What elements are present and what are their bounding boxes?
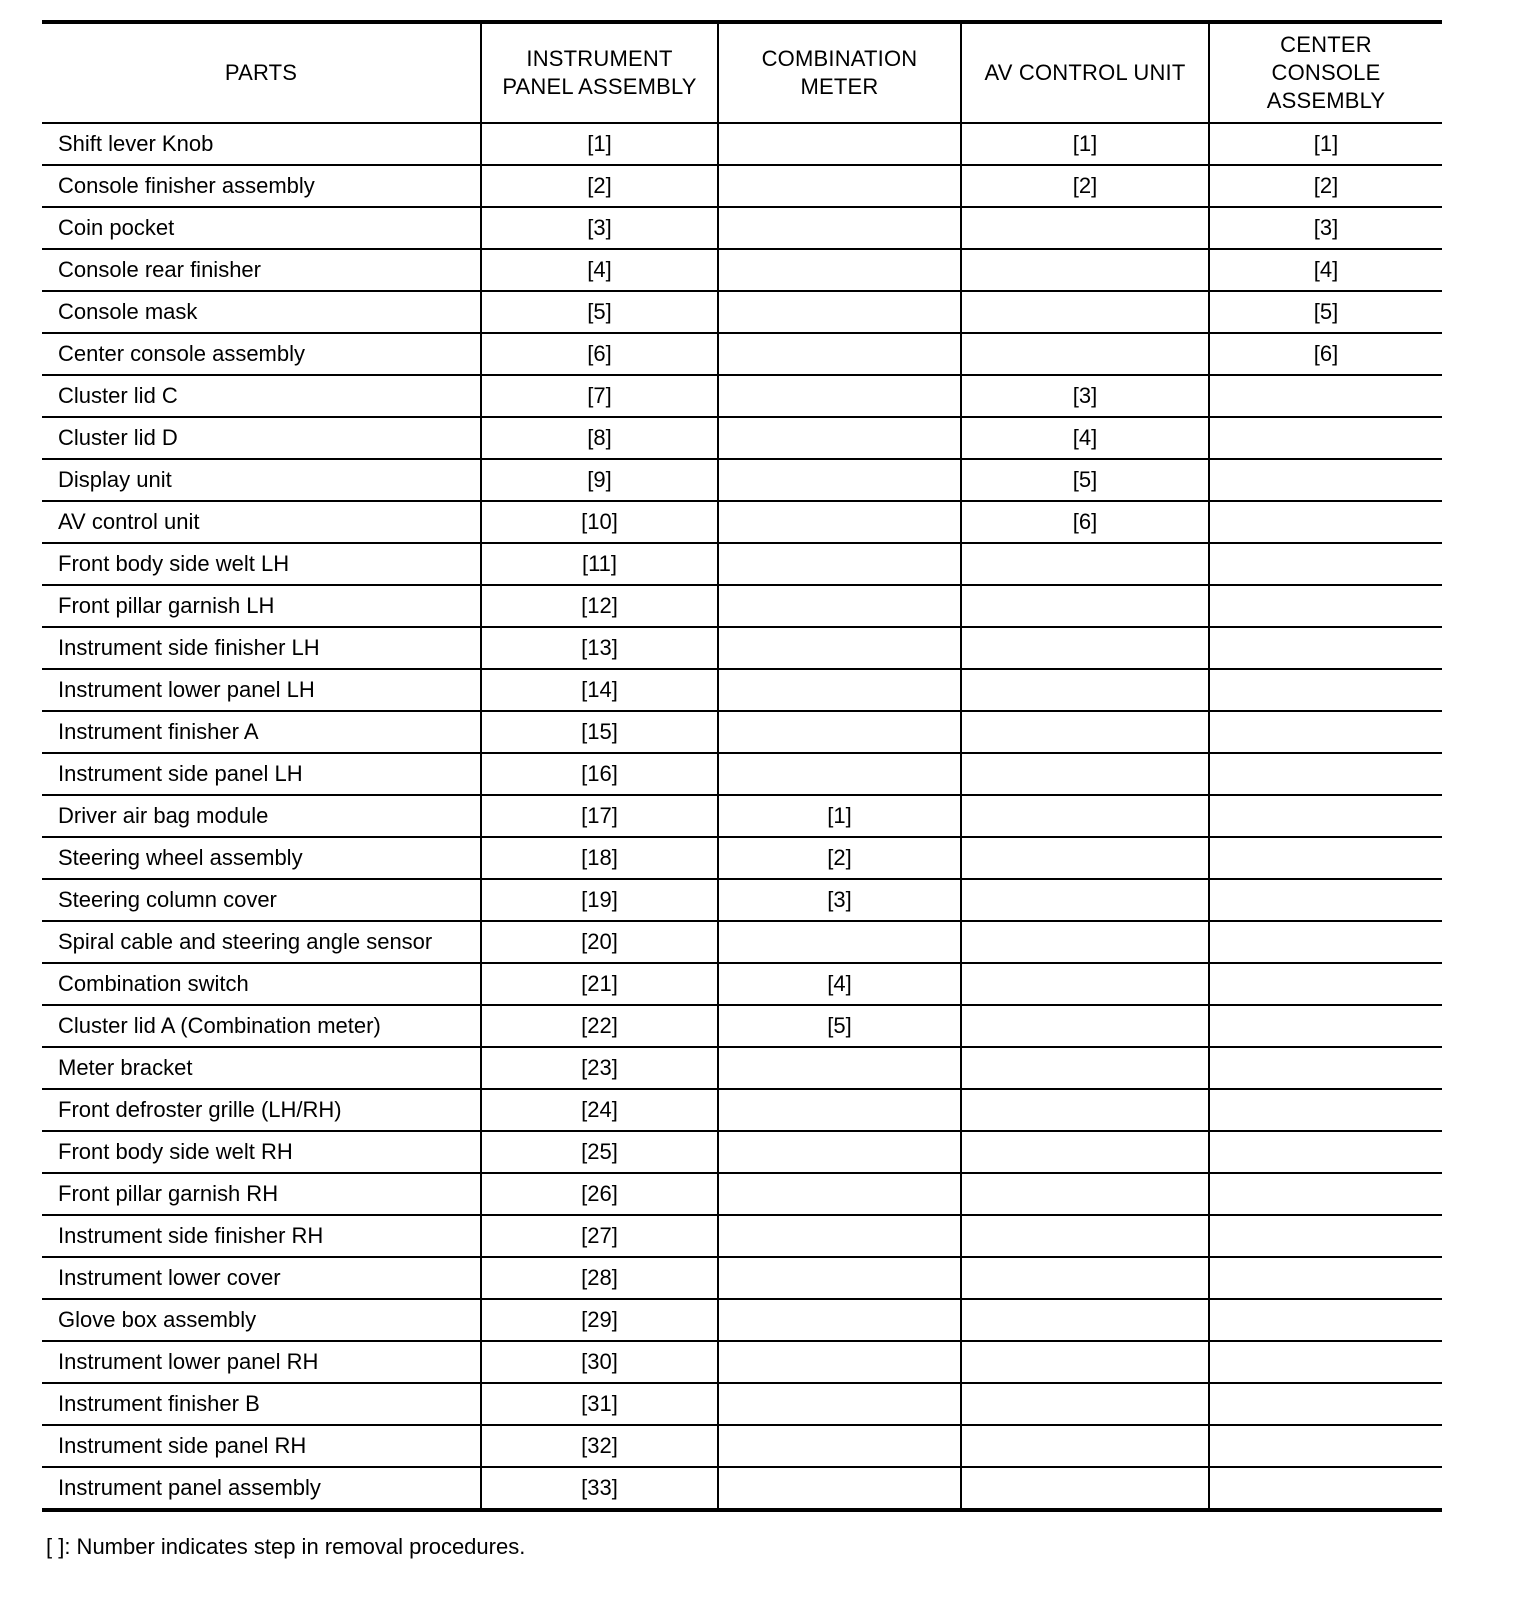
av-control-unit-step-cell xyxy=(961,543,1209,585)
header-row xyxy=(42,22,1442,123)
instrument-panel-step-cell: [11] xyxy=(481,543,718,585)
removal-steps-table xyxy=(42,20,1442,1512)
av-control-unit-step-cell xyxy=(961,921,1209,963)
av-control-unit-step-cell xyxy=(961,207,1209,249)
center-console-step-cell xyxy=(1209,585,1442,627)
combination-meter-step-cell xyxy=(718,1467,961,1510)
instrument-panel-step-cell: [14] xyxy=(481,669,718,711)
av-control-unit-step-cell xyxy=(961,249,1209,291)
part-name-cell: Instrument lower panel RH xyxy=(42,1341,481,1383)
part-name-cell: Front body side welt LH xyxy=(42,543,481,585)
instrument-panel-step-cell: [3] xyxy=(481,207,718,249)
combination-meter-step-cell xyxy=(718,207,961,249)
center-console-step-cell xyxy=(1209,1299,1442,1341)
table-row xyxy=(42,1299,1442,1341)
center-console-step-cell: [3] xyxy=(1209,207,1442,249)
combination-meter-step-cell xyxy=(718,1215,961,1257)
table-row xyxy=(42,753,1442,795)
table-header xyxy=(42,22,1442,123)
table-row xyxy=(42,627,1442,669)
av-control-unit-step-cell xyxy=(961,963,1209,1005)
instrument-panel-step-cell: [13] xyxy=(481,627,718,669)
combination-meter-step-cell xyxy=(718,165,961,207)
part-name-cell: Instrument side panel LH xyxy=(42,753,481,795)
table-row xyxy=(42,795,1442,837)
part-name-cell: Cluster lid D xyxy=(42,417,481,459)
table-row xyxy=(42,1005,1442,1047)
header-parts: PARTS xyxy=(42,22,481,123)
center-console-step-cell xyxy=(1209,1341,1442,1383)
center-console-step-cell: [4] xyxy=(1209,249,1442,291)
av-control-unit-step-cell xyxy=(961,753,1209,795)
part-name-cell: Console finisher assembly xyxy=(42,165,481,207)
center-console-step-cell xyxy=(1209,837,1442,879)
table-row xyxy=(42,837,1442,879)
av-control-unit-step-cell xyxy=(961,795,1209,837)
table-row xyxy=(42,1425,1442,1467)
table-row xyxy=(42,585,1442,627)
combination-meter-step-cell xyxy=(718,1089,961,1131)
av-control-unit-step-cell xyxy=(961,837,1209,879)
instrument-panel-step-cell: [20] xyxy=(481,921,718,963)
table-row xyxy=(42,711,1442,753)
center-console-step-cell xyxy=(1209,1131,1442,1173)
instrument-panel-step-cell: [2] xyxy=(481,165,718,207)
instrument-panel-step-cell: [16] xyxy=(481,753,718,795)
av-control-unit-step-cell xyxy=(961,1047,1209,1089)
av-control-unit-step-cell xyxy=(961,1383,1209,1425)
instrument-panel-step-cell: [22] xyxy=(481,1005,718,1047)
av-control-unit-step-cell xyxy=(961,1131,1209,1173)
footnote: [ ]: Number indicates step in removal procedures. xyxy=(46,1534,526,1559)
part-name-cell: AV control unit xyxy=(42,501,481,543)
table-row xyxy=(42,501,1442,543)
combination-meter-step-cell xyxy=(718,669,961,711)
combination-meter-step-cell xyxy=(718,711,961,753)
av-control-unit-step-cell: [1] xyxy=(961,123,1209,165)
center-console-step-cell xyxy=(1209,795,1442,837)
table-row xyxy=(42,1341,1442,1383)
table-row xyxy=(42,1131,1442,1173)
center-console-step-cell xyxy=(1209,711,1442,753)
combination-meter-step-cell xyxy=(718,123,961,165)
center-console-step-cell xyxy=(1209,627,1442,669)
center-console-step-cell xyxy=(1209,1215,1442,1257)
av-control-unit-step-cell xyxy=(961,1089,1209,1131)
instrument-panel-step-cell: [26] xyxy=(481,1173,718,1215)
table-row xyxy=(42,417,1442,459)
combination-meter-step-cell: [1] xyxy=(718,795,961,837)
center-console-step-cell xyxy=(1209,1425,1442,1467)
center-console-step-cell xyxy=(1209,921,1442,963)
combination-meter-step-cell xyxy=(718,1341,961,1383)
part-name-cell: Instrument finisher B xyxy=(42,1383,481,1425)
instrument-panel-step-cell: [7] xyxy=(481,375,718,417)
av-control-unit-step-cell xyxy=(961,879,1209,921)
part-name-cell: Spiral cable and steering angle sensor xyxy=(42,921,481,963)
av-control-unit-step-cell xyxy=(961,627,1209,669)
center-console-step-cell xyxy=(1209,417,1442,459)
center-console-step-cell: [1] xyxy=(1209,123,1442,165)
table-row xyxy=(42,123,1442,165)
part-name-cell: Instrument side finisher RH xyxy=(42,1215,481,1257)
table-row xyxy=(42,333,1442,375)
table-row xyxy=(42,1215,1442,1257)
instrument-panel-step-cell: [32] xyxy=(481,1425,718,1467)
combination-meter-step-cell xyxy=(718,1299,961,1341)
instrument-panel-step-cell: [15] xyxy=(481,711,718,753)
table-row xyxy=(42,1383,1442,1425)
center-console-step-cell xyxy=(1209,375,1442,417)
center-console-step-cell xyxy=(1209,1173,1442,1215)
av-control-unit-step-cell: [4] xyxy=(961,417,1209,459)
combination-meter-step-cell xyxy=(718,585,961,627)
instrument-panel-step-cell: [6] xyxy=(481,333,718,375)
part-name-cell: Steering column cover xyxy=(42,879,481,921)
instrument-panel-step-cell: [21] xyxy=(481,963,718,1005)
av-control-unit-step-cell xyxy=(961,333,1209,375)
combination-meter-step-cell xyxy=(718,1047,961,1089)
av-control-unit-step-cell: [5] xyxy=(961,459,1209,501)
center-console-step-cell xyxy=(1209,459,1442,501)
av-control-unit-step-cell xyxy=(961,1257,1209,1299)
center-console-step-cell xyxy=(1209,963,1442,1005)
instrument-panel-step-cell: [24] xyxy=(481,1089,718,1131)
table-row xyxy=(42,249,1442,291)
part-name-cell: Cluster lid C xyxy=(42,375,481,417)
instrument-panel-step-cell: [31] xyxy=(481,1383,718,1425)
instrument-panel-step-cell: [8] xyxy=(481,417,718,459)
table-row xyxy=(42,1173,1442,1215)
combination-meter-step-cell xyxy=(718,753,961,795)
part-name-cell: Combination switch xyxy=(42,963,481,1005)
instrument-panel-step-cell: [10] xyxy=(481,501,718,543)
combination-meter-step-cell xyxy=(718,627,961,669)
table-row xyxy=(42,1089,1442,1131)
header-av-control-unit: AV CONTROL UNIT xyxy=(961,22,1209,123)
part-name-cell: Instrument side finisher LH xyxy=(42,627,481,669)
part-name-cell: Front pillar garnish RH xyxy=(42,1173,481,1215)
part-name-cell: Console mask xyxy=(42,291,481,333)
combination-meter-step-cell xyxy=(718,333,961,375)
header-combination-meter: COMBINATION METER xyxy=(718,22,961,123)
instrument-panel-step-cell: [12] xyxy=(481,585,718,627)
table-row xyxy=(42,543,1442,585)
table-row xyxy=(42,669,1442,711)
table-row xyxy=(42,1467,1442,1510)
instrument-panel-step-cell: [33] xyxy=(481,1467,718,1510)
part-name-cell: Instrument lower panel LH xyxy=(42,669,481,711)
part-name-cell: Front pillar garnish LH xyxy=(42,585,481,627)
av-control-unit-step-cell xyxy=(961,585,1209,627)
table-body xyxy=(42,123,1442,1510)
instrument-panel-step-cell: [29] xyxy=(481,1299,718,1341)
center-console-step-cell xyxy=(1209,669,1442,711)
av-control-unit-step-cell xyxy=(961,291,1209,333)
center-console-step-cell: [5] xyxy=(1209,291,1442,333)
instrument-panel-step-cell: [23] xyxy=(481,1047,718,1089)
instrument-panel-step-cell: [5] xyxy=(481,291,718,333)
center-console-step-cell xyxy=(1209,1047,1442,1089)
center-console-step-cell xyxy=(1209,1383,1442,1425)
instrument-panel-step-cell: [18] xyxy=(481,837,718,879)
av-control-unit-step-cell: [3] xyxy=(961,375,1209,417)
center-console-step-cell xyxy=(1209,1005,1442,1047)
av-control-unit-step-cell xyxy=(961,1341,1209,1383)
combination-meter-step-cell xyxy=(718,1257,961,1299)
instrument-panel-step-cell: [25] xyxy=(481,1131,718,1173)
av-control-unit-step-cell xyxy=(961,711,1209,753)
combination-meter-step-cell xyxy=(718,459,961,501)
av-control-unit-step-cell: [2] xyxy=(961,165,1209,207)
center-console-step-cell: [6] xyxy=(1209,333,1442,375)
center-console-step-cell: [2] xyxy=(1209,165,1442,207)
header-center-console-assembly: CENTER CONSOLE ASSEMBLY xyxy=(1209,22,1442,123)
center-console-step-cell xyxy=(1209,1089,1442,1131)
combination-meter-step-cell xyxy=(718,1425,961,1467)
part-name-cell: Center console assembly xyxy=(42,333,481,375)
center-console-step-cell xyxy=(1209,1257,1442,1299)
part-name-cell: Instrument panel assembly xyxy=(58,1475,321,1500)
av-control-unit-step-cell xyxy=(961,1425,1209,1467)
center-console-step-cell xyxy=(1209,501,1442,543)
av-control-unit-step-cell xyxy=(961,1215,1209,1257)
part-name-cell: Coin pocket xyxy=(42,207,481,249)
combination-meter-step-cell xyxy=(718,543,961,585)
combination-meter-step-cell xyxy=(718,1383,961,1425)
instrument-panel-step-cell: [19] xyxy=(481,879,718,921)
part-name-cell: Meter bracket xyxy=(42,1047,481,1089)
av-control-unit-step-cell xyxy=(961,1299,1209,1341)
part-name-cell: Front body side welt RH xyxy=(42,1131,481,1173)
part-name-cell: Front defroster grille (LH/RH) xyxy=(42,1089,481,1131)
combination-meter-step-cell: [5] xyxy=(718,1005,961,1047)
center-console-step-cell xyxy=(1209,1467,1442,1510)
center-console-step-cell xyxy=(1209,543,1442,585)
table-row xyxy=(42,459,1442,501)
part-name-cell: Shift lever Knob xyxy=(42,123,481,165)
combination-meter-step-cell: [2] xyxy=(718,837,961,879)
instrument-panel-step-cell: [27] xyxy=(481,1215,718,1257)
combination-meter-step-cell xyxy=(718,1131,961,1173)
av-control-unit-step-cell: [6] xyxy=(961,501,1209,543)
part-name-cell: Steering wheel assembly xyxy=(42,837,481,879)
instrument-panel-step-cell: [28] xyxy=(481,1257,718,1299)
part-name-cell: Display unit xyxy=(42,459,481,501)
combination-meter-step-cell xyxy=(718,501,961,543)
instrument-panel-step-cell: [30] xyxy=(481,1341,718,1383)
part-name-cell: Console rear finisher xyxy=(42,249,481,291)
part-name-cell: Cluster lid A (Combination meter) xyxy=(42,1005,481,1047)
instrument-panel-step-cell: [9] xyxy=(481,459,718,501)
table-row xyxy=(42,291,1442,333)
combination-meter-step-cell xyxy=(718,375,961,417)
part-name-cell: Driver air bag module xyxy=(42,795,481,837)
table-row xyxy=(42,879,1442,921)
combination-meter-step-cell xyxy=(718,921,961,963)
table-row xyxy=(42,165,1442,207)
combination-meter-step-cell: [4] xyxy=(718,963,961,1005)
table-row xyxy=(42,1257,1442,1299)
part-name-cell: Instrument finisher A xyxy=(42,711,481,753)
av-control-unit-step-cell xyxy=(961,1005,1209,1047)
center-console-step-cell xyxy=(1209,753,1442,795)
combination-meter-step-cell xyxy=(718,249,961,291)
combination-meter-step-cell xyxy=(718,291,961,333)
table-row xyxy=(42,1047,1442,1089)
combination-meter-step-cell xyxy=(718,417,961,459)
av-control-unit-step-cell xyxy=(961,669,1209,711)
part-name-cell: Glove box assembly xyxy=(42,1299,481,1341)
av-control-unit-step-cell xyxy=(961,1467,1209,1510)
combination-meter-step-cell xyxy=(718,1173,961,1215)
header-instrument-panel-assembly: INSTRUMENT PANEL ASSEMBLY xyxy=(481,22,718,123)
combination-meter-step-cell: [3] xyxy=(718,879,961,921)
part-name-cell: Instrument lower cover xyxy=(42,1257,481,1299)
instrument-panel-step-cell: [4] xyxy=(481,249,718,291)
table-row xyxy=(42,375,1442,417)
center-console-step-cell xyxy=(1209,879,1442,921)
instrument-panel-step-cell: [17] xyxy=(481,795,718,837)
part-name-cell: Instrument side panel RH xyxy=(42,1425,481,1467)
table-row xyxy=(42,921,1442,963)
table-row xyxy=(42,207,1442,249)
table-row xyxy=(42,963,1442,1005)
av-control-unit-step-cell xyxy=(961,1173,1209,1215)
instrument-panel-step-cell: [1] xyxy=(481,123,718,165)
